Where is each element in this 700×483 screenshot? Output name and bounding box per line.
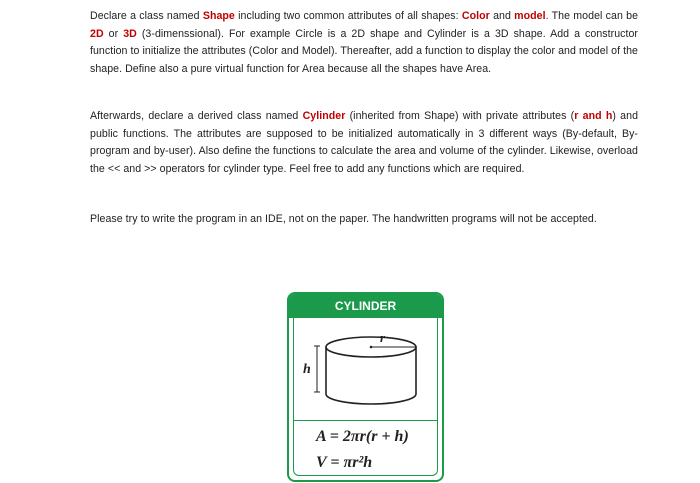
volume-formula: V = πr²h <box>316 454 373 471</box>
text: . The model can be <box>545 10 639 22</box>
paragraph-cylinder-class <box>90 108 638 179</box>
center-dot <box>370 346 373 349</box>
cylinder-figure <box>287 292 444 482</box>
paragraph-shape-class <box>90 8 638 79</box>
text: (3-dimenssional). For example Circle is a 2D shape and Cylinder is a 3D shape. Add a constructor function to initialize the attributes (Color and Model). Thereafter, add a function to display the color and model of the shape. Define also a pure virtual function for Area because all the shapes have Area. <box>90 27 638 76</box>
highlight-shape: Shape <box>202 10 235 22</box>
text: including two common attributes of all shapes: <box>234 10 462 22</box>
height-label: h <box>303 362 311 377</box>
highlight-color: Color <box>461 10 490 22</box>
text: and <box>489 10 515 22</box>
highlight-r-and-h: r and h <box>574 110 613 122</box>
paragraph-instructions: Please try to write the program in an IDE, not on the paper. The handwritten programs will not be accepted. <box>90 213 597 225</box>
radius-label: r <box>380 330 386 345</box>
text: Afterwards, declare a derived class named <box>90 110 303 122</box>
text: ) and public functions. The attributes are supposed to be initialized automatically in 3 different ways (By-default, By-program and by-user). Also define the functions to calculate the area and volume of the cylinder. Likewise, overload the << and >> operators for cylinder type. Feel free to add any functions which are required. <box>90 110 639 176</box>
text: Declare a class named <box>90 10 203 22</box>
area-formula: A = 2πr(r + h) <box>316 428 409 445</box>
figure-divider <box>294 420 437 421</box>
text: (inherited from Shape) with private attributes ( <box>345 110 575 122</box>
cylinder-diagram <box>294 324 437 419</box>
highlight-3d: 3D <box>123 27 137 40</box>
cylinder-side <box>326 347 416 404</box>
figure-title: CYLINDER <box>289 294 442 318</box>
text: or <box>103 27 124 40</box>
figure-body <box>293 318 438 476</box>
highlight-model: model <box>514 10 546 22</box>
highlight-2d: 2D <box>90 27 104 40</box>
highlight-cylinder: Cylinder <box>302 110 346 122</box>
